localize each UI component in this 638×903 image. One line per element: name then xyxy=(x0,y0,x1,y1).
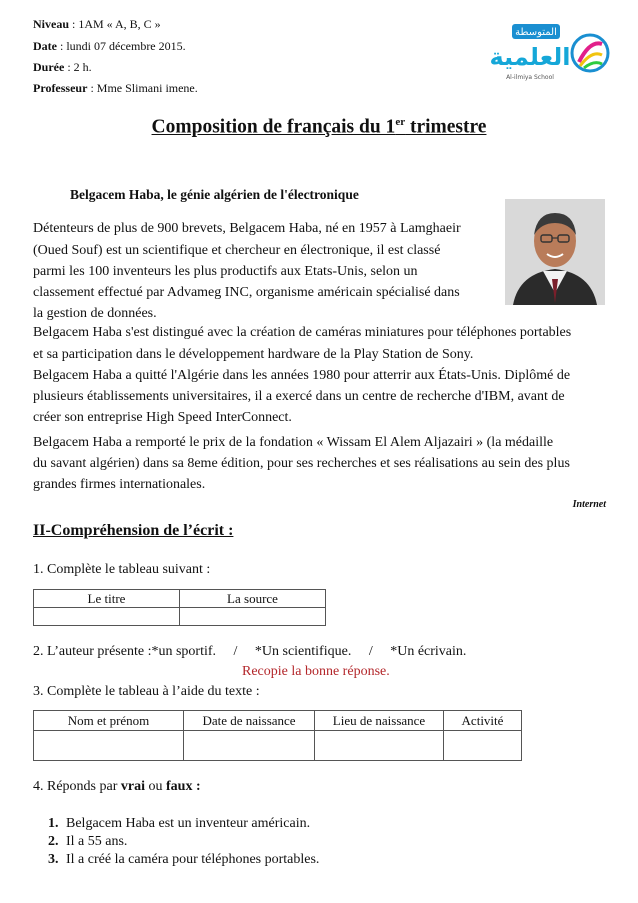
page-title xyxy=(0,116,638,139)
header-professeur xyxy=(33,80,198,97)
duree-value: : 2 h. xyxy=(64,60,92,74)
list-item-text: Belgacem Haba est un inventeur américain. xyxy=(66,816,311,831)
section-title: II-Compréhension de l’écrit : xyxy=(33,522,234,539)
duree-label: Durée xyxy=(33,60,65,74)
answer-cell-nom[interactable] xyxy=(34,731,184,761)
table-identity xyxy=(33,710,522,761)
article-line: plusieurs établissements universitaires, il a exercé dans un centre de recherche d'IBM, avant de xyxy=(33,389,565,404)
logo-tagline: Al-ilmiya School xyxy=(506,74,554,81)
answer-cell-source[interactable] xyxy=(180,608,326,626)
list-item xyxy=(48,850,319,869)
col-header-nom: Nom et prénom xyxy=(34,711,184,731)
article-line: Belgacem Haba a quitté l'Algérie dans les années 1980 pour atterrir aux États-Unis. Diplômé de xyxy=(33,368,571,383)
answer-cell-lieu[interactable] xyxy=(315,731,444,761)
table-row xyxy=(34,731,522,761)
table-header-row xyxy=(34,711,522,731)
portrait-photo xyxy=(505,199,605,305)
article-line: (Oued Souf) est un scientifique et chercheur en électronique, il est classé xyxy=(33,243,441,258)
question-2-hint: Recopie la bonne réponse. xyxy=(242,664,390,679)
col-header-date: Date de naissance xyxy=(184,711,315,731)
article-line: classement effectué par Advameg INC, organisme américain spécialisé dans xyxy=(33,285,460,300)
date-value: : lundi 07 décembre 2015. xyxy=(57,39,186,53)
answer-cell-activite[interactable] xyxy=(444,731,522,761)
article-line: la gestion de données. xyxy=(33,306,157,321)
logo-main-text: العلمية xyxy=(489,43,571,71)
header-niveau xyxy=(33,16,161,33)
article-title: Belgacem Haba, le génie algérien de l'électronique xyxy=(70,187,359,202)
table-row xyxy=(34,608,326,626)
article-line: et sa participation dans le développement hardware de la Play Station de Sony. xyxy=(33,347,474,362)
list-item-text: Il a créé la caméra pour téléphones portables. xyxy=(66,852,320,867)
article-line: parmi les 100 inventeurs les plus productifs aux Etats-Unis, selon un xyxy=(33,264,418,279)
table-title-source xyxy=(33,589,326,626)
article-line: du savant algérien) dans sa 8eme édition, pour ses recherches et ses réalisations au sein des plus xyxy=(33,456,570,471)
question-4 xyxy=(33,777,201,796)
logo-top-text: المتوسطة xyxy=(515,27,557,38)
question-4-faux: faux : xyxy=(166,779,201,794)
header-date xyxy=(33,38,186,55)
question-4-vrai: vrai xyxy=(120,779,145,794)
date-label: Date xyxy=(33,39,57,53)
answer-cell-date[interactable] xyxy=(184,731,315,761)
professeur-label: Professeur xyxy=(33,81,88,95)
question-2-text: 2. L’auteur présente xyxy=(33,644,148,659)
answer-cell-titre[interactable] xyxy=(34,608,180,626)
question-4-prefix: 4. Réponds par xyxy=(33,779,121,794)
col-header-source: La source xyxy=(180,590,326,608)
col-header-lieu: Lieu de naissance xyxy=(315,711,444,731)
article-line: grandes firmes internationales. xyxy=(33,477,206,492)
professeur-value: : Mme Slimani imene. xyxy=(87,81,198,95)
article-line: Belgacem Haba a remporté le prix de la fondation « Wissam El Alem Aljazairi » (la médaille xyxy=(33,435,554,450)
list-item-number: 1. xyxy=(48,816,59,831)
header-duree xyxy=(33,59,92,76)
question-2 xyxy=(33,642,466,661)
col-header-titre: Le titre xyxy=(34,590,180,608)
question-3: 3. Complète le tableau à l’aide du texte : xyxy=(33,684,260,699)
article-source: Internet xyxy=(572,499,606,510)
niveau-label: Niveau xyxy=(33,17,69,31)
question-1: 1. Complète le tableau suivant : xyxy=(33,562,211,577)
title-sup: er xyxy=(395,116,406,128)
niveau-value: : 1AM « A, B, C » xyxy=(69,17,161,31)
list-item-number: 2. xyxy=(48,834,59,849)
list-item-number: 3. xyxy=(48,852,59,867)
title-text: Composition de français du 1 xyxy=(151,116,396,138)
col-header-activite: Activité xyxy=(444,711,522,731)
list-item xyxy=(48,832,127,851)
article-line: Détenteurs de plus de 900 brevets, Belgacem Haba, né en 1957 à Lamghaeir xyxy=(33,221,461,236)
question-2-options: :*un sportif. / *Un scientifique. / *Un écrivain. xyxy=(147,644,467,659)
article-line: créer son entreprise High Speed InterConnect. xyxy=(33,410,292,425)
school-logo xyxy=(478,22,618,84)
question-4-ou: ou xyxy=(145,779,166,794)
list-item xyxy=(48,814,310,833)
list-item-text: Il a 55 ans. xyxy=(66,834,128,849)
table-header-row xyxy=(34,590,326,608)
title-tail: trimestre xyxy=(405,116,487,138)
article-line: Belgacem Haba s'est distingué avec la création de caméras miniatures pour téléphones portables xyxy=(33,325,572,340)
logo-emblem-icon xyxy=(572,35,608,71)
